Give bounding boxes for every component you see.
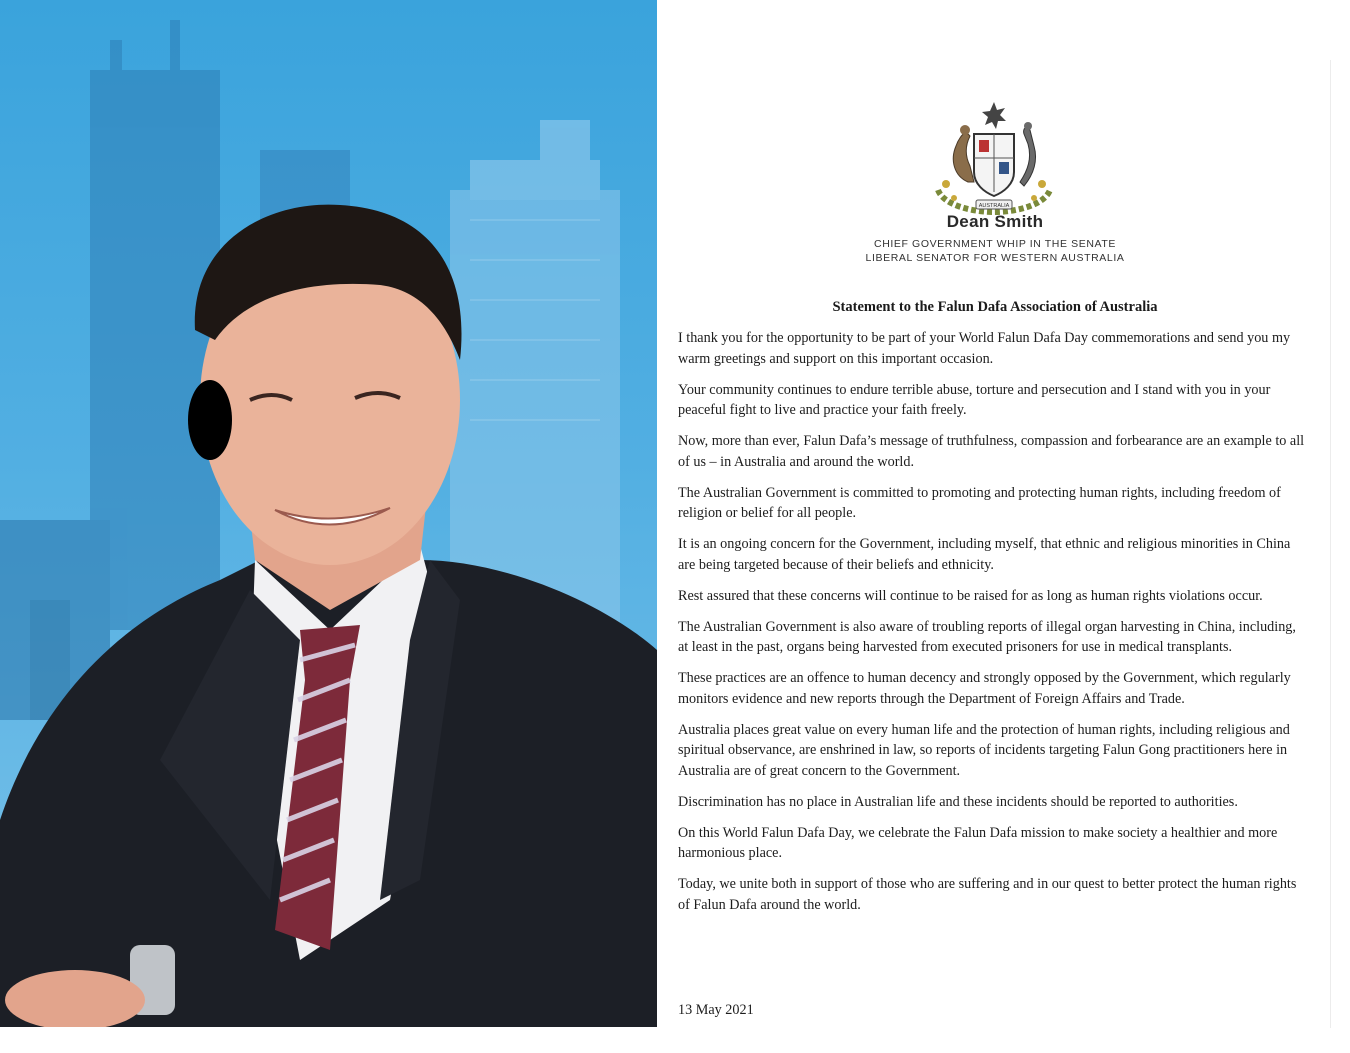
statement-paragraph: Discrimination has no place in Australian life and these incidents should be reported to authorities. (678, 793, 1238, 810)
senator-role-whip: CHIEF GOVERNMENT WHIP IN THE SENATE (874, 238, 1116, 250)
portrait-photo (0, 0, 657, 1027)
statement-date: 13 May 2021 (678, 1002, 754, 1018)
statement-paragraph: The Australian Government is committed to promoting and protecting human rights, including freedom of religion or belief for all people. (678, 484, 1281, 521)
senator-role-liberal: LIBERAL SENATOR FOR WESTERN AUSTRALIA (865, 252, 1125, 264)
statement-paragraph: The Australian Government is also aware of troubling reports of illegal organ harvesting in China, including, at least in the past, organs being harvested from executed prisoners for use in medical transplants. (678, 618, 1296, 655)
senator-name: Dean Smith (946, 212, 1044, 231)
statement-paragraph: Today, we unite both in support of those who are suffering and in our quest to better protect the human rights of Falun Dafa around the world. (678, 876, 1297, 913)
statement-paragraph: Now, more than ever, Falun Dafa’s message of truthfulness, compassion and forbearance are an example to all of us – in Australia and around the world. (678, 433, 1305, 470)
statement-paragraph: It is an ongoing concern for the Government, including myself, that ethnic and religious minorities in China are being targeted because of their beliefs and ethnicity. (678, 536, 1291, 573)
statement-paragraph: Your community continues to endure terrible abuse, torture and persecution and I stand with you in your peaceful fight to live and practice your faith freely. (678, 381, 1271, 418)
statement-body (678, 328, 1308, 926)
statement-paragraph: These practices are an offence to human decency and strongly opposed by the Government, which regularly monitors evidence and new reports through the Department of Foreign Affairs and Trade. (678, 670, 1291, 707)
crest-scroll-label: AUSTRALIA (978, 203, 1010, 209)
australian-coat-of-arms-icon (924, 100, 1064, 218)
statement-letter (660, 60, 1331, 1028)
portrait-illustration (0, 0, 657, 1027)
statement-paragraph: Australia places great value on every human life and the protection of human rights, including religious and spiritual observance, are enshrined in law, so reports of incidents targeting Falun Gong practitioners here in Australia are of great concern to the Government. (678, 721, 1290, 779)
statement-paragraph: On this World Falun Dafa Day, we celebrate the Falun Dafa mission to make society a healthier and more harmonious place. (678, 824, 1278, 861)
statement-paragraph: Rest assured that these concerns will continue to be raised for as long as human rights violations occur. (678, 587, 1263, 604)
statement-title: Statement to the Falun Dafa Association of Australia (832, 299, 1158, 315)
statement-paragraph: I thank you for the opportunity to be part of your World Falun Dafa Day commemorations and send you my warm greetings and support on this important occasion. (678, 330, 1291, 367)
